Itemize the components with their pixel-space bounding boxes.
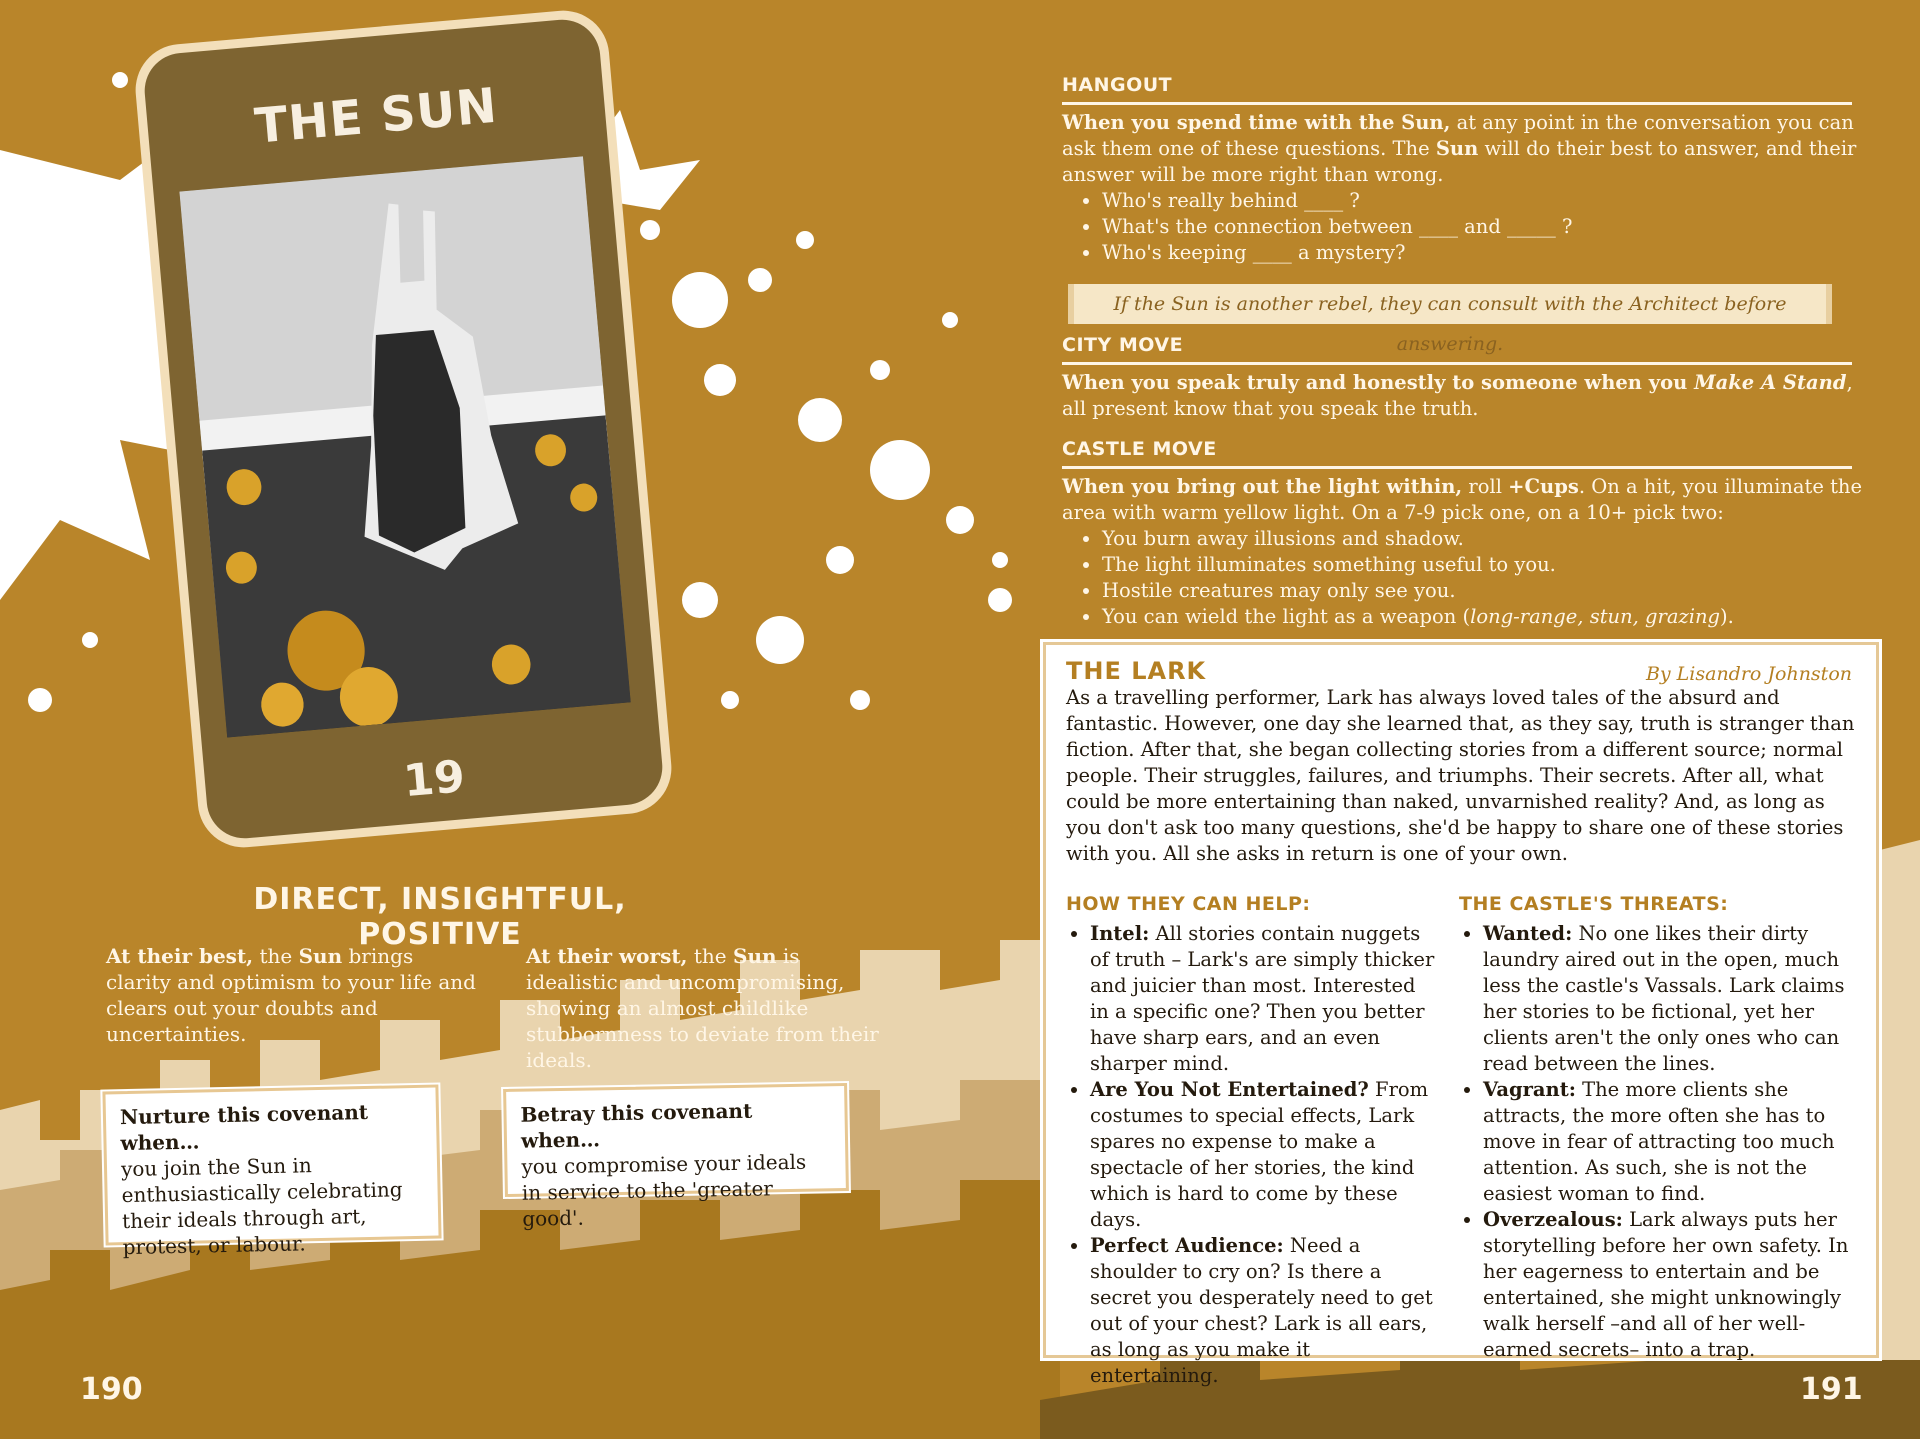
at-their-worst — [526, 943, 896, 1073]
page-number-left: 190 — [80, 1372, 143, 1407]
worst-mid: the — [687, 944, 733, 968]
hangout-text-b: will do their best to answer, and their answer will be more right than wrong. — [1062, 137, 1857, 186]
hangout-lead: When you spend time with the Sun, — [1062, 111, 1451, 134]
lark-title: THE LARK — [1066, 657, 1207, 685]
page-number-right: 191 — [1800, 1372, 1863, 1407]
hangout-note: If the Sun is another rebel, they can consult with the Architect before answering. — [1068, 284, 1832, 324]
threat-text: No one likes their dirty laundry aired out in the open, much less the castle's Vassals. Lark claims her stories to be fictional, yet her clients aren't the only ones who can read between the lines. — [1483, 922, 1845, 1075]
card-title: THE SUN — [252, 77, 500, 155]
threat-item — [1483, 1077, 1859, 1207]
threat-item — [1483, 921, 1859, 1077]
help-term: Perfect Audience: — [1090, 1234, 1284, 1257]
hangout-question: • What's the connection between ____ and _____ ? — [1102, 214, 1862, 240]
worst-text: is idealistic and uncompromising, showing an almost childlike stubbornness to deviate from their ideals. — [526, 944, 879, 1072]
castle-move-option: • You burn away illusions and shadow. — [1102, 526, 1862, 552]
help-item — [1090, 1233, 1438, 1389]
at-their-best — [106, 943, 476, 1047]
hangout-questions — [1062, 188, 1862, 266]
best-subject: Sun — [298, 944, 343, 968]
best-lead: At their best, — [106, 944, 254, 968]
betray-title: Betray this covenant when… — [520, 1098, 753, 1153]
threat-term: Overzealous: — [1483, 1208, 1623, 1231]
betray-text: you compromise your ideals in service to the 'greater good'. — [521, 1149, 807, 1231]
hangout-rule — [1062, 102, 1852, 105]
traits-tagline: DIRECT, INSIGHTFUL, POSITIVE — [253, 882, 627, 952]
help-text: All stories contain nuggets of truth – Lark's are simply thicker and juicier than most. Interested in a specific one? Then you better have sharp ears, and an even sharper mind. — [1090, 922, 1435, 1075]
help-column — [1066, 893, 1438, 1389]
threats-column — [1459, 893, 1859, 1363]
city-move-text — [1062, 370, 1862, 422]
castle-move-option: • The light illuminates something useful to you. — [1102, 552, 1862, 578]
castle-move-option: • Hostile creatures may only see you. — [1102, 578, 1862, 604]
weapon-option-a: You can wield the light as a weapon ( — [1102, 605, 1471, 628]
hangout-question: • Who's really behind ____ ? — [1102, 188, 1862, 214]
help-list — [1066, 921, 1438, 1389]
castle-move-stat: +Cups — [1508, 475, 1579, 498]
city-move-heading: CITY MOVE — [1062, 334, 1184, 356]
hangout-text-a: at any point in the conversation you can ask them one of these questions. The — [1062, 111, 1854, 160]
castle-move-text-b: . On a hit, you illuminate the area with warm yellow light. On a 7-9 pick one, on a 10+ pick two: — [1062, 475, 1863, 524]
threat-text: The more clients she attracts, the more often she has to move in fear of attracting too much attention. As such, she is not the easiest woman to find. — [1483, 1078, 1835, 1205]
help-text: From costumes to special effects, Lark spares no expense to make a spectacle of her stories, the kind which is hard to come by these days. — [1090, 1078, 1429, 1231]
best-text: brings clarity and optimism to your life and clears out your doubts and uncertainties. — [106, 944, 476, 1046]
castle-move-text — [1062, 474, 1862, 630]
card-photo — [179, 156, 630, 737]
help-heading: HOW THEY CAN HELP: — [1066, 893, 1311, 915]
city-move-rule — [1062, 362, 1852, 365]
castle-move-heading: CASTLE MOVE — [1062, 438, 1217, 460]
lark-sidebar — [1043, 642, 1879, 1387]
threats-list — [1459, 921, 1859, 1363]
help-term: Are You Not Entertained? — [1090, 1078, 1369, 1101]
hangout-sun: Sun — [1435, 137, 1479, 160]
nurture-text: you join the Sun in enthusiastically celebrating their ideals through art, protest, or labour. — [120, 1153, 403, 1260]
card-frame — [142, 17, 666, 842]
weapon-tags: long-range, stun, grazing — [1470, 605, 1721, 628]
hangout-text — [1062, 110, 1862, 266]
lark-description: As a travelling performer, Lark has always loved tales of the absurd and fantastic. However, one day she learned that, as they say, truth is stranger than fiction. After that, she began collecting stories from a different source; normal people. Their struggles, failures, and triumphs. Their secrets. After all, what could be more entertaining than naked, unvarnished reality? And, as long as you don't ask too many questions, she'd be happy to share one of these stories with you. All she asks in return is one of your own. — [1066, 686, 1855, 865]
castle-move-options — [1062, 526, 1862, 630]
card-number: 19 — [401, 751, 467, 808]
best-mid: the — [253, 944, 299, 968]
worst-lead: At their worst, — [526, 944, 688, 968]
help-term: Intel: — [1090, 922, 1150, 945]
betray-covenant-box — [503, 1083, 849, 1231]
help-text: Need a shoulder to cry on? Is there a secret you desperately need to get out of your chest? Lark is all ears, as long as you make it entertaining. — [1090, 1234, 1433, 1387]
hangout-heading: HANGOUT — [1062, 74, 1173, 96]
tarot-card — [132, 7, 675, 851]
castle-move-text-a: roll — [1462, 475, 1509, 498]
castle-move-rule — [1062, 466, 1852, 469]
help-item — [1090, 1077, 1438, 1233]
city-move-body: , all present know that you speak the truth. — [1062, 371, 1853, 420]
help-item — [1090, 921, 1438, 1077]
threat-term: Vagrant: — [1483, 1078, 1576, 1101]
threat-text: Lark always puts her storytelling before her own safety. In her eagerness to entertain and be entertained, she might unknowingly walk herself –and all of her well-earned secrets– into a trap. — [1483, 1208, 1849, 1361]
hangout-question: • Who's keeping ____ a mystery? — [1102, 240, 1862, 266]
threat-term: Wanted: — [1483, 922, 1573, 945]
castle-move-lead: When you bring out the light within, — [1062, 475, 1463, 498]
castle-move-option — [1102, 604, 1862, 630]
threat-item — [1483, 1207, 1859, 1363]
city-move-lead: When you speak truly and honestly to someone when you — [1062, 371, 1688, 394]
nurture-title: Nurture this covenant when… — [119, 1099, 369, 1156]
nurture-covenant-box — [102, 1084, 441, 1260]
lark-author: By Lisandro Johnston — [1645, 663, 1852, 685]
threats-heading: THE CASTLE'S THREATS: — [1459, 893, 1729, 915]
worst-subject: Sun — [733, 944, 777, 968]
sunflower-field-image — [179, 156, 630, 737]
city-move-lead-italic: Make A Stand — [1687, 371, 1847, 394]
weapon-option-b: ). — [1720, 605, 1734, 628]
